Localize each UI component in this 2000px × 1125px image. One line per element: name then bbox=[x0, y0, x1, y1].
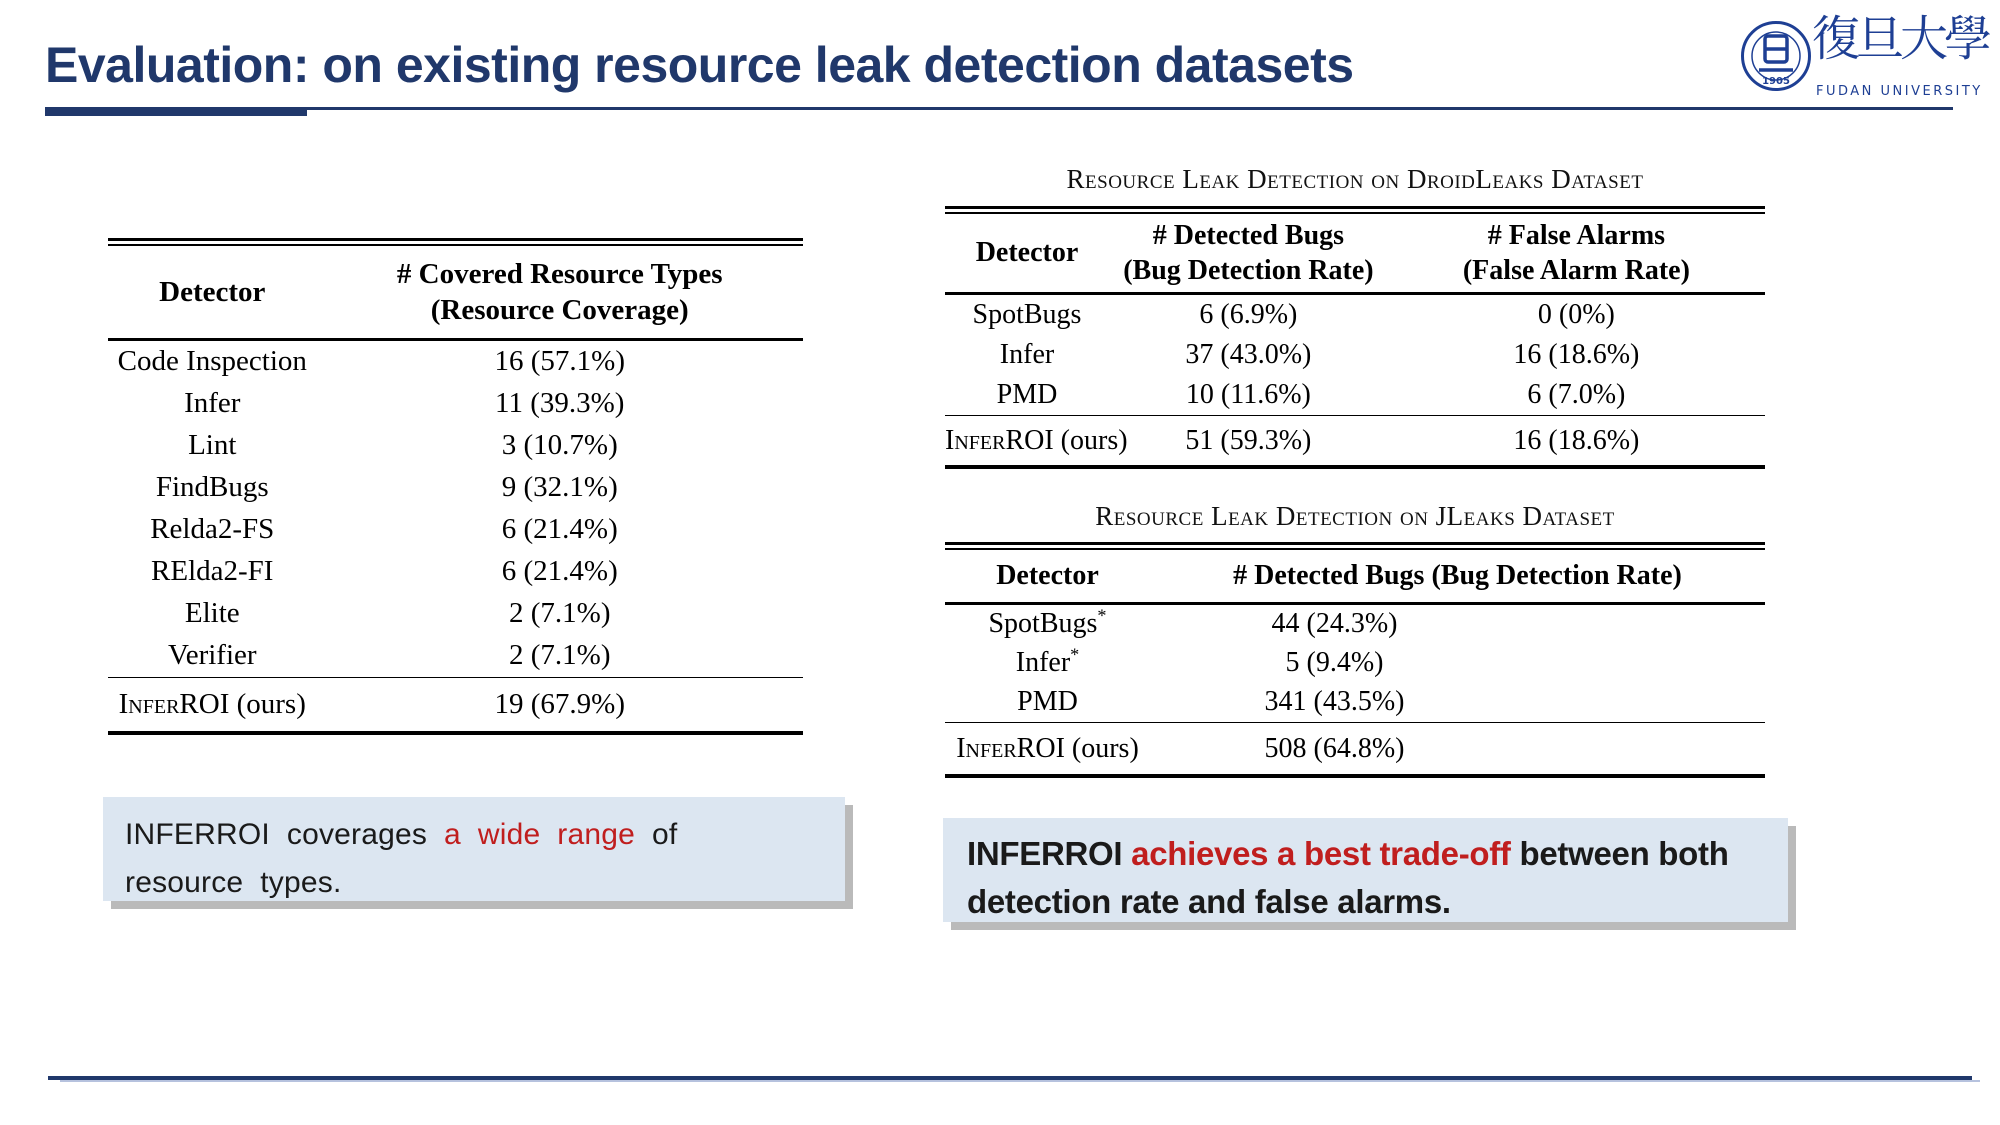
cell-detector: FindBugs bbox=[155, 471, 269, 503]
table-row bbox=[108, 467, 803, 509]
table-row bbox=[945, 375, 1765, 415]
column-header-detected-bugs: # Detected Bugs (Bug Detection Rate) bbox=[1233, 560, 1682, 591]
cell-detector: Infer bbox=[999, 338, 1055, 370]
cell-false-alarms: 16 (18.6%) bbox=[1513, 424, 1640, 456]
title-underline-thick-segment bbox=[45, 107, 307, 116]
cell-value: 6 (21.4%) bbox=[501, 555, 618, 587]
cell-bugs: 508 (64.8%) bbox=[1264, 732, 1405, 764]
jleaks-table-caption: Resource Leak Detection on JLeaks Dataset bbox=[1095, 501, 1615, 531]
column-header-detected-bugs: # Detected Bugs (Bug Detection Rate) bbox=[1123, 220, 1374, 286]
table-rule bbox=[945, 542, 1765, 545]
cell-detector: Verifier bbox=[167, 639, 257, 671]
table-row bbox=[108, 341, 803, 383]
droidleaks-table-body bbox=[945, 295, 1765, 415]
coverage-table-body bbox=[108, 341, 803, 677]
column-header-detector: Detector bbox=[159, 275, 266, 308]
cell-value: 3 (10.7%) bbox=[501, 429, 618, 461]
cell-value: 9 (32.1%) bbox=[501, 471, 618, 503]
column-header-detector: Detector bbox=[996, 560, 1099, 591]
cell-value: 19 (67.9%) bbox=[494, 688, 625, 720]
table-row-inferroi bbox=[108, 678, 803, 731]
table-row bbox=[108, 635, 803, 677]
table-rule bbox=[945, 774, 1765, 778]
cell-bugs: 10 (11.6%) bbox=[1185, 378, 1311, 410]
cell-detector: InferROI (ours) bbox=[118, 688, 306, 720]
coverage-table bbox=[108, 238, 803, 735]
cell-false-alarms: 16 (18.6%) bbox=[1513, 338, 1640, 370]
callout-coverage bbox=[103, 797, 845, 901]
cell-bugs: 5 (9.4%) bbox=[1285, 647, 1384, 678]
cell-detector: InferROI (ours) bbox=[945, 424, 1128, 456]
table-row bbox=[945, 644, 1765, 683]
footer-rule-shadow bbox=[60, 1080, 1980, 1082]
title-underline-thin-segment bbox=[307, 107, 1953, 110]
highlighted-text: a wide range bbox=[444, 818, 636, 851]
cell-value: 6 (21.4%) bbox=[501, 513, 618, 545]
cell-detector: Relda2-FS bbox=[150, 513, 275, 545]
cell-bugs: 6 (6.9%) bbox=[1199, 298, 1298, 330]
cell-value: 16 (57.1%) bbox=[494, 345, 625, 377]
logo-english-text: FUDAN UNIVERSITY bbox=[1816, 84, 1983, 99]
table-row bbox=[108, 509, 803, 551]
jleaks-table bbox=[945, 542, 1765, 778]
coverage-table-header bbox=[108, 246, 803, 338]
cell-bugs: 51 (59.3%) bbox=[1185, 424, 1312, 456]
cell-value: 2 (7.1%) bbox=[509, 639, 611, 671]
table-row bbox=[945, 605, 1765, 644]
droidleaks-table-caption: Resource Leak Detection on DroidLeaks Dataset bbox=[1066, 164, 1644, 194]
droidleaks-table-header bbox=[945, 214, 1765, 292]
fudan-seal-icon bbox=[1740, 20, 1812, 92]
cell-detector: SpotBugs bbox=[972, 298, 1082, 330]
highlighted-text: achieves a best trade-off bbox=[1131, 835, 1511, 872]
cell-detector: Lint bbox=[188, 429, 237, 461]
footnote-star: * bbox=[1097, 605, 1107, 626]
table-row bbox=[945, 335, 1765, 375]
table-rule bbox=[945, 465, 1765, 469]
column-header-detector: Detector bbox=[975, 237, 1079, 268]
cell-detector: Code Inspection bbox=[117, 345, 307, 377]
table-row-inferroi bbox=[945, 416, 1765, 465]
table-row-inferroi bbox=[945, 723, 1765, 774]
table-row bbox=[108, 551, 803, 593]
jleaks-table-body bbox=[945, 605, 1765, 722]
cell-bugs: 44 (24.3%) bbox=[1271, 608, 1398, 639]
cell-detector: SpotBugs* bbox=[988, 605, 1107, 639]
callout-tradeoff-text: INFERROI achieves a best trade-off between both detection rate and false alarms. bbox=[967, 835, 1729, 920]
column-header-false-alarms: # False Alarms (False Alarm Rate) bbox=[1462, 220, 1690, 286]
callout-tradeoff bbox=[943, 818, 1788, 922]
cell-bugs: 341 (43.5%) bbox=[1264, 686, 1405, 717]
cell-value: 2 (7.1%) bbox=[509, 597, 611, 629]
logo-chinese-text: 復旦大學 bbox=[1812, 11, 1989, 67]
droidleaks-table bbox=[945, 206, 1765, 469]
table-row bbox=[108, 425, 803, 467]
cell-detector: Elite bbox=[184, 597, 240, 629]
table-row bbox=[108, 383, 803, 425]
callout-coverage-text: INFERROI coverages a wide range of resource types. bbox=[125, 818, 678, 899]
table-row bbox=[108, 593, 803, 635]
footnote-star: * bbox=[1070, 644, 1080, 665]
cell-detector: PMD bbox=[996, 378, 1058, 410]
jleaks-table-header bbox=[945, 550, 1765, 602]
table-row bbox=[945, 683, 1765, 722]
cell-detector: Infer bbox=[184, 387, 241, 419]
cell-bugs: 37 (43.0%) bbox=[1185, 338, 1312, 370]
cell-value: 11 (39.3%) bbox=[495, 387, 625, 419]
cell-detector: PMD bbox=[1017, 686, 1078, 717]
table-row bbox=[945, 295, 1765, 335]
page-title: Evaluation: on existing resource leak detection datasets bbox=[45, 37, 1354, 93]
fudan-logo bbox=[1738, 6, 1993, 106]
seal-year-text: 1905 bbox=[1762, 76, 1790, 87]
title-underline bbox=[45, 107, 1953, 116]
cell-detector: Infer* bbox=[1015, 644, 1080, 678]
table-rule bbox=[108, 731, 803, 735]
cell-detector: RElda2-FI bbox=[151, 555, 274, 587]
cell-false-alarms: 6 (7.0%) bbox=[1527, 378, 1626, 410]
column-header-covered-types: # Covered Resource Types (Resource Coverage) bbox=[396, 257, 723, 326]
cell-detector: InferROI (ours) bbox=[956, 732, 1139, 764]
table-rule bbox=[108, 238, 803, 241]
table-rule bbox=[945, 206, 1765, 209]
cell-false-alarms: 0 (0%) bbox=[1537, 298, 1615, 330]
